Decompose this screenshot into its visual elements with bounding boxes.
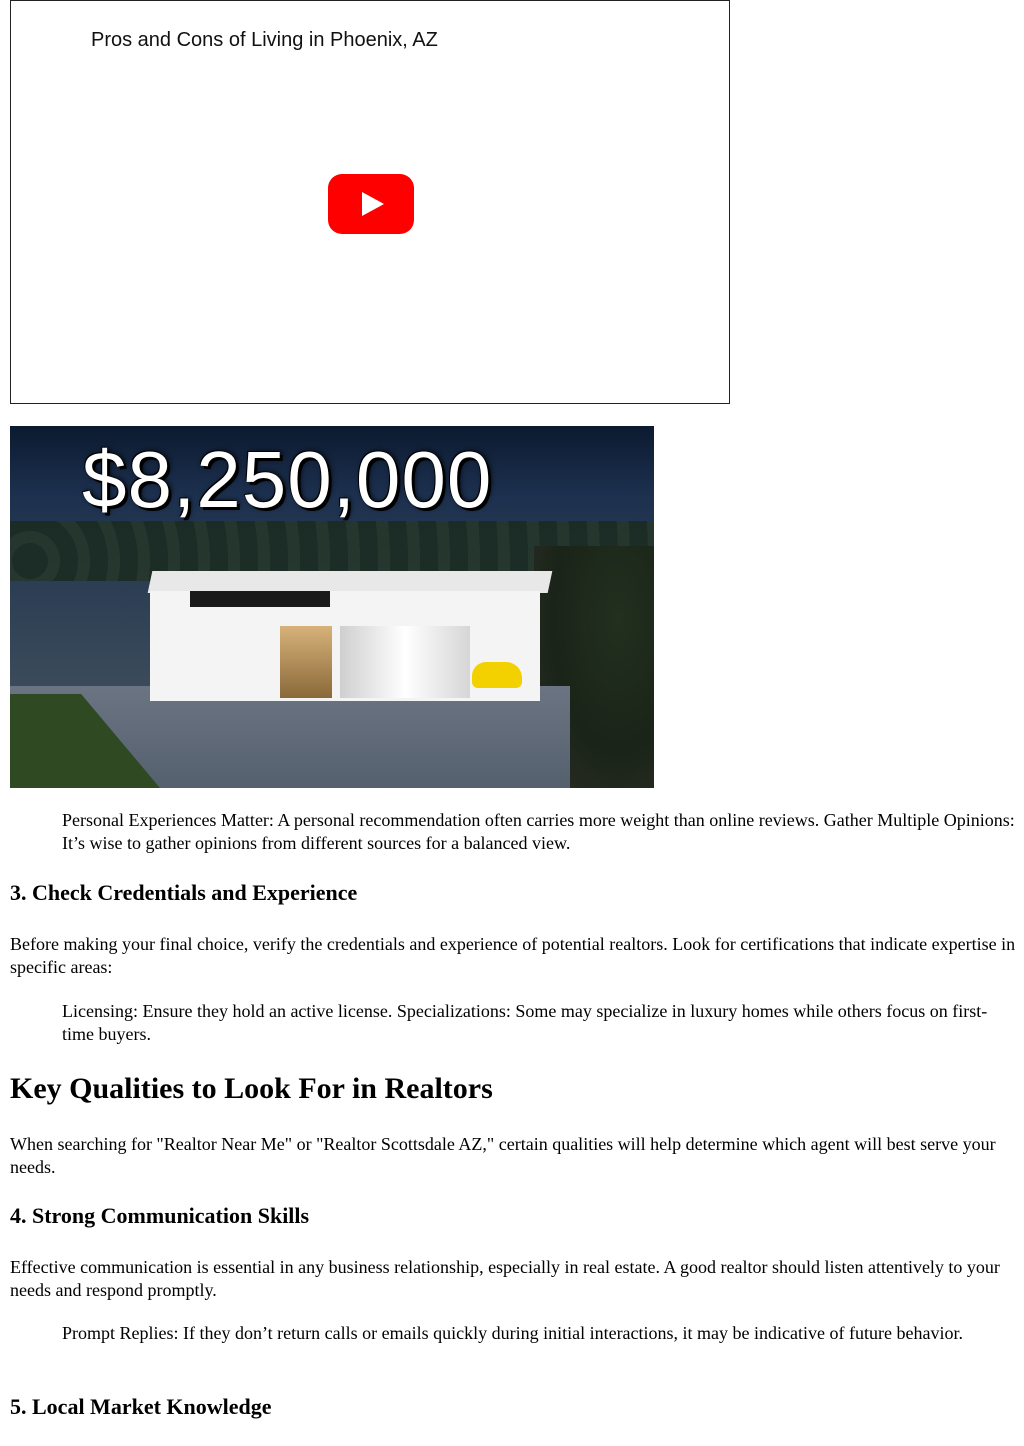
heading-local-market: 5. Local Market Knowledge bbox=[10, 1394, 272, 1419]
house-photo bbox=[10, 426, 654, 788]
video-embed[interactable] bbox=[10, 0, 730, 404]
photo-garage-glass bbox=[340, 626, 470, 698]
heading-key-qualities: Key Qualities to Look For in Realtors bbox=[10, 1072, 493, 1105]
photo-house-window bbox=[280, 626, 332, 698]
paragraph-key-qualities: When searching for "Realtor Near Me" or "Realtor Scottsdale AZ," certain qualities will help determine which agent will best serve your needs. bbox=[10, 1134, 996, 1177]
paragraph-communication: Effective communication is essential in any business relationship, especially in real estate. A good realtor should listen attentively to your needs and respond promptly. bbox=[10, 1257, 1000, 1300]
blockquote-personal-experiences: Personal Experiences Matter: A personal recommendation often carries more weight than online reviews. Gather Multiple Opinions: It’s wise to gather opinions from different sources for a balanced view. bbox=[62, 810, 1015, 853]
photo-price-text: $8,250,000 bbox=[82, 435, 493, 524]
youtube-play-icon[interactable] bbox=[328, 174, 414, 234]
photo-yellow-car bbox=[472, 662, 522, 688]
heading-check-credentials: 3. Check Credentials and Experience bbox=[10, 880, 358, 905]
photo-house-roof bbox=[148, 571, 553, 593]
heading-communication: 4. Strong Communication Skills bbox=[10, 1203, 310, 1228]
photo-house-trim bbox=[190, 591, 330, 607]
blockquote-licensing: Licensing: Ensure they hold an active license. Specializations: Some may specialize in luxury homes while others focus on first-time buyers. bbox=[62, 1001, 988, 1044]
paragraph-credentials: Before making your final choice, verify the credentials and experience of potential realtors. Look for certifications that indicate expertise in specific areas: bbox=[10, 934, 1016, 977]
video-title[interactable]: Pros and Cons of Living in Phoenix, AZ bbox=[91, 29, 438, 51]
blockquote-prompt-replies: Prompt Replies: If they don’t return calls or emails quickly during initial interactions, it may be indicative of future behavior. bbox=[62, 1323, 963, 1343]
